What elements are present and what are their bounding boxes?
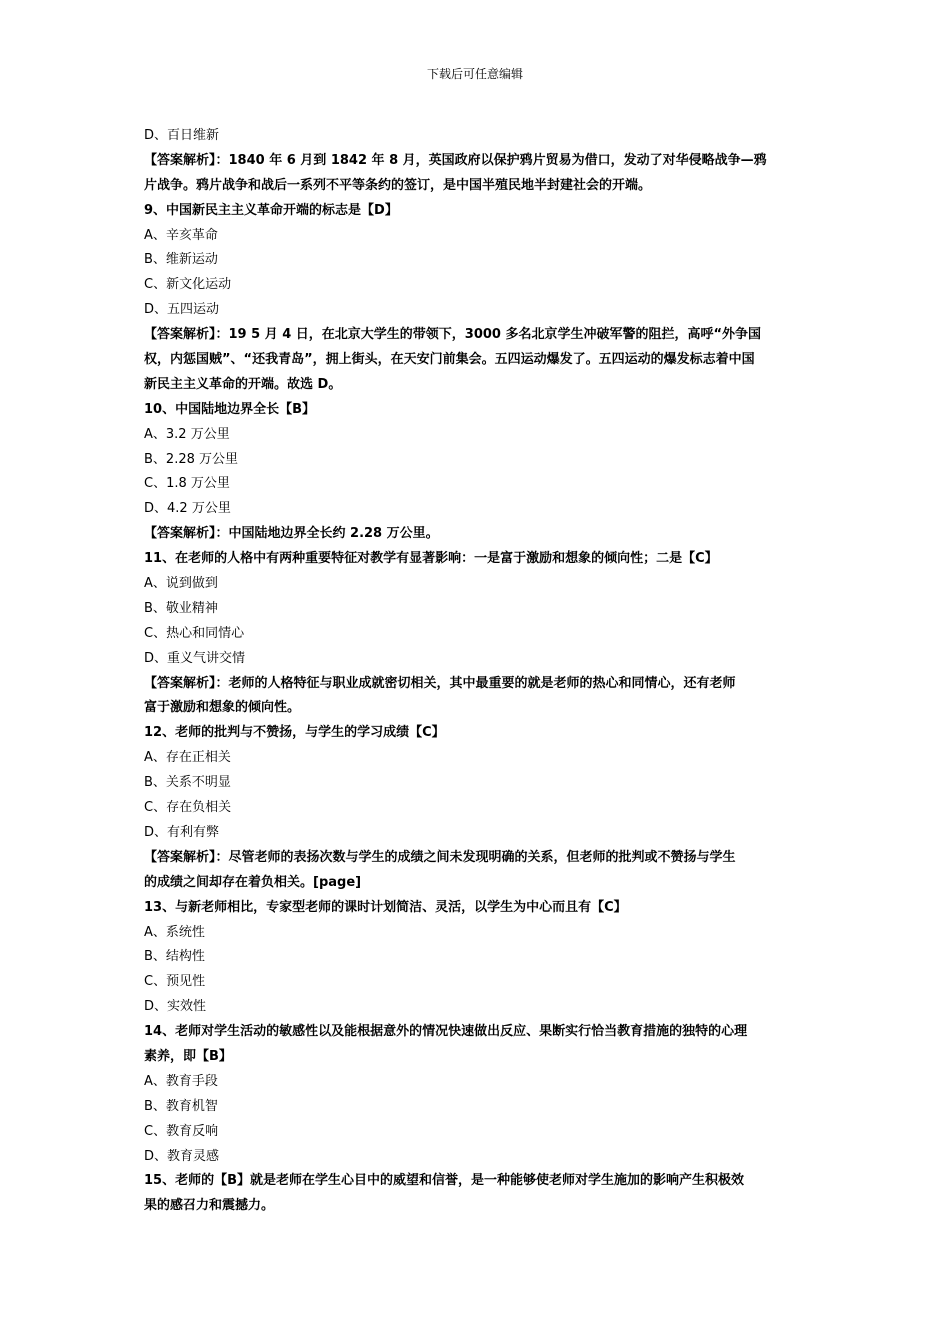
text-line: A、教育手段 bbox=[144, 1073, 218, 1089]
text-line: D、重义气讲交情 bbox=[144, 650, 246, 666]
text-line: B、教育机智 bbox=[144, 1098, 218, 1114]
text-line: 【答案解析】：中国陆地边界全长约 2.28 万公里。 bbox=[144, 526, 439, 542]
text-line: C、热心和同情心 bbox=[144, 625, 245, 641]
text-line: D、实效性 bbox=[144, 999, 207, 1015]
text-line: 14、老师对学生活动的敏感性以及能根据意外的情况快速做出反应、果断实行恰当教育措施的独特的心理 bbox=[144, 1024, 748, 1040]
text-line: A、说到做到 bbox=[144, 576, 218, 592]
text-line: B、敬业精神 bbox=[144, 600, 218, 616]
text-line: 片战争。鸦片战争和战后一系列不平等条约的签订，是中国半殖民地半封建社会的开端。 bbox=[144, 177, 652, 193]
page-header: 下载后可任意编辑 bbox=[426, 67, 523, 81]
text-line: 15、老师的【B】就是老师在学生心目中的威望和信誉，是一种能够使老师对学生施加的影响产生积极效 bbox=[144, 1173, 745, 1189]
text-line: 的成绩之间却存在着负相关。[page] bbox=[144, 874, 362, 890]
text-line: B、维新运动 bbox=[144, 252, 218, 268]
text-line: 11、在老师的人格中有两种重要特征对教学有显著影响：一是富于激励和想象的倾向性；二是【C】 bbox=[144, 551, 718, 567]
text-line: 新民主主义革命的开端。故选 D。 bbox=[144, 376, 342, 392]
document-body bbox=[144, 124, 810, 1219]
text-line: D、4.2 万公里 bbox=[144, 501, 231, 517]
text-line: 13、与新老师相比，专家型老师的课时计划简洁、灵活，以学生为中心而且有【C】 bbox=[144, 899, 627, 915]
text-line: A、辛亥革命 bbox=[144, 227, 218, 243]
text-line: D、教育灵感 bbox=[144, 1148, 220, 1164]
text-line: 12、老师的批判与不赞扬，与学生的学习成绩【C】 bbox=[144, 725, 445, 741]
text-line: C、教育反响 bbox=[144, 1123, 219, 1139]
text-line: 果的感召力和震撼力。 bbox=[144, 1198, 275, 1214]
text-line: C、1.8 万公里 bbox=[144, 476, 230, 492]
text-line: A、3.2 万公里 bbox=[144, 426, 230, 442]
text-line: C、新文化运动 bbox=[144, 277, 232, 293]
text-line: 10、中国陆地边界全长【B】 bbox=[144, 401, 315, 417]
text-line: C、存在负相关 bbox=[144, 800, 232, 816]
text-line: B、关系不明显 bbox=[144, 775, 231, 791]
text-line: D、百日维新 bbox=[144, 128, 220, 143]
text-line: B、结构性 bbox=[144, 949, 205, 965]
text-line: 富于激励和想象的倾向性。 bbox=[144, 700, 301, 716]
text-line: 9、中国新民主主义革命开端的标志是【D】 bbox=[144, 202, 398, 218]
text-line: A、系统性 bbox=[144, 924, 205, 940]
text-line: B、2.28 万公里 bbox=[144, 451, 238, 467]
text-line: 【答案解析】：老师的人格特征与职业成就密切相关，其中最重要的就是老师的热心和同情心，还有老师 bbox=[144, 675, 736, 691]
text-line: D、有利有弊 bbox=[144, 824, 220, 840]
text-line: 素养，即【B】 bbox=[144, 1048, 232, 1064]
text-line: 权，内惩国贼”、“还我青岛”，拥上街头，在天安门前集会。五四运动爆发了。五四运动的爆发标志着中国 bbox=[144, 352, 755, 368]
text-line: D、五四运动 bbox=[144, 302, 220, 318]
text-line: 【答案解析】：19 5 月 4 日，在北京大学生的带领下，3000 多名北京学生冲破军警的阻拦，高呼“外争国 bbox=[144, 327, 762, 343]
text-line: A、存在正相关 bbox=[144, 750, 231, 766]
text-line: 【答案解析】：1840 年 6 月到 1842 年 8 月，英国政府以保护鸦片贸易为借口，发动了对华侵略战争—鸦 bbox=[144, 152, 767, 168]
text-line: C、预见性 bbox=[144, 974, 206, 990]
text-line: 【答案解析】：尽管老师的表扬次数与学生的成绩之间未发现明确的关系，但老师的批判或不赞扬与学生 bbox=[144, 849, 736, 865]
